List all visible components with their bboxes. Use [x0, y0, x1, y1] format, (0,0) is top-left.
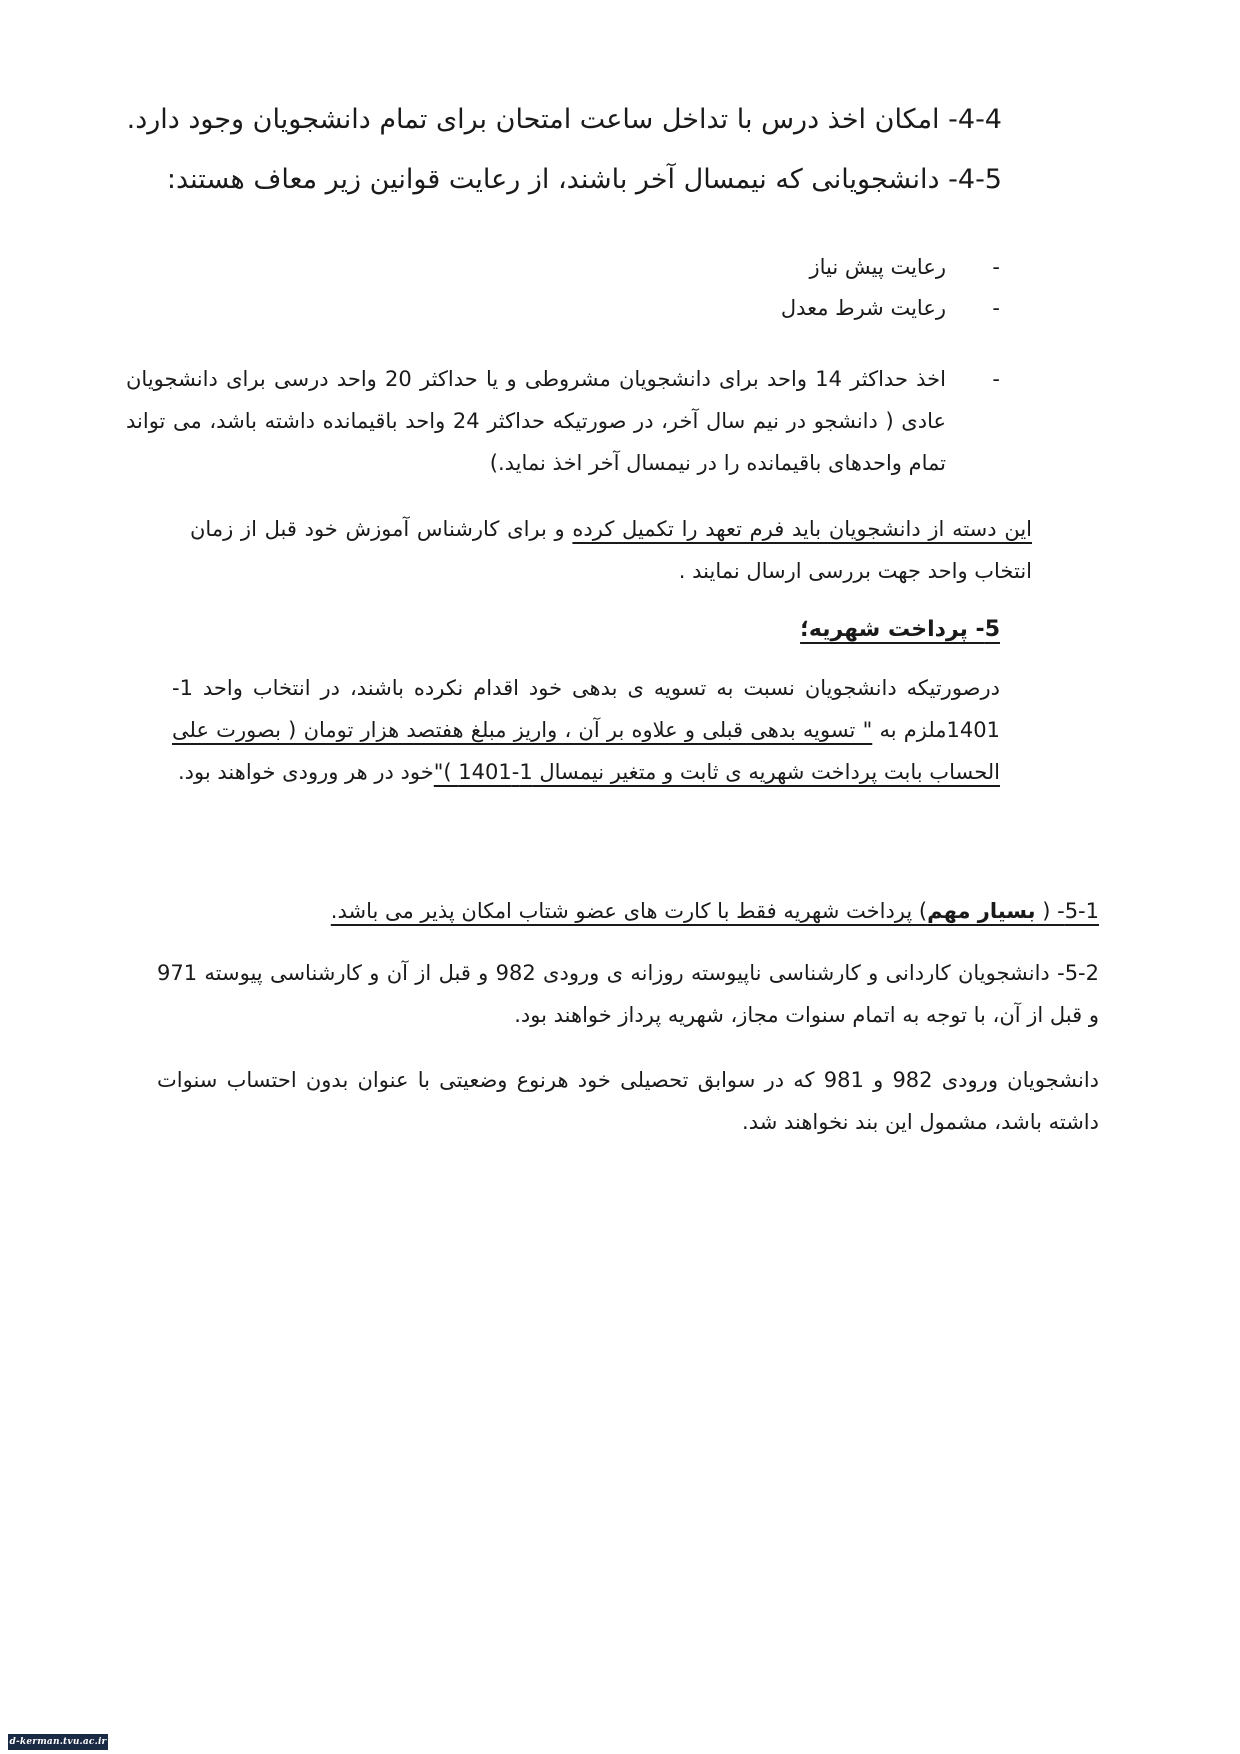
exemption-item-1	[809, 246, 1000, 288]
item-4-4: 4-4- امکان اخذ درس با تداخل ساعت امتحان برای تمام دانشجویان وجود دارد.	[126, 104, 1002, 135]
item-5-1-emphasis: بسیار مهم	[927, 899, 1036, 923]
item-5-1-text: ) پرداخت شهریه فقط با کارت های عضو شتاب امکان پذیر می باشد.	[330, 899, 928, 923]
exemption-item-2	[781, 287, 1000, 329]
site-logo: d-kerman.tvu.ac.ir	[8, 1734, 108, 1750]
exemption-text-1: رعایت پیش نیاز	[809, 255, 946, 279]
note-underlined: این دسته از دانشجویان باید فرم تعهد را تکمیل کرده	[572, 517, 1032, 541]
item-4-5: 4-5- دانشجویانی که نیمسال آخر باشند، از رعایت قوانین زیر معاف هستند:	[166, 164, 1002, 195]
item-5-2-note: دانشجویان ورودی 982 و 981 که در سوابق تحصیلی خود هرنوع وضعیتی با عنوان بدون احتساب سنوات داشته باشد، مشمول این بند نخواهند شد.	[157, 1068, 1099, 1134]
exemption-text-3: اخذ حداکثر 14 واحد برای دانشجویان مشروطی و یا حداکثر 20 واحد درسی برای دانشجویان عادی ( دانشجو در نیم سال آخر، در صورتیکه حداکثر 24 واحد باقیمانده داشته باشد، می تواند تمام واحدهای باقیمانده را در نیمسال آخر اخذ نماید.)	[126, 367, 946, 475]
tuition-underlined: " تسویه بدهی قبلی و علاوه بر آن ، واریز مبلغ هفتصد هزار تومان ( بصورت علی الحساب بابت پرداخت شهریه ی ثابت و متغیر نیمسال 1-1401 )"	[172, 718, 1000, 784]
note-rest: و برای کارشناس آموزش خود قبل از زمان انتخاب واحد جهت بررسی ارسال نمایند .	[190, 517, 1032, 583]
item-5-1-number: 5-1- (	[1035, 899, 1099, 923]
exemption-item-3-dash: -	[992, 367, 1000, 391]
tuition-rest: خود در هر ورودی خواهند بود.	[178, 760, 434, 784]
exemption-text-2: رعایت شرط معدل	[780, 296, 946, 320]
item-5-1	[331, 890, 1099, 932]
item-5-2: 5-2- دانشجویان کاردانی و کارشناسی ناپیوسته روزانه ی ورودی 982 و قبل از آن و کارشناسی پیوسته 971 و قبل از آن، با توجه به اتمام سنوات مجاز، شهریه پرداز خواهند بود.	[157, 961, 1099, 1027]
section-5-heading: 5- پرداخت شهریه؛	[800, 617, 1000, 642]
list-dash: -	[992, 296, 1000, 320]
tuition-intro: درصورتیکه دانشجویان نسبت به تسویه ی بدهی خود اقدام نکرده باشند، در انتخاب واحد 1-1401ملزم به	[172, 676, 1000, 742]
list-dash: -	[992, 255, 1000, 279]
tuition-paragraph	[172, 667, 1000, 793]
exemption-note	[190, 508, 1032, 592]
